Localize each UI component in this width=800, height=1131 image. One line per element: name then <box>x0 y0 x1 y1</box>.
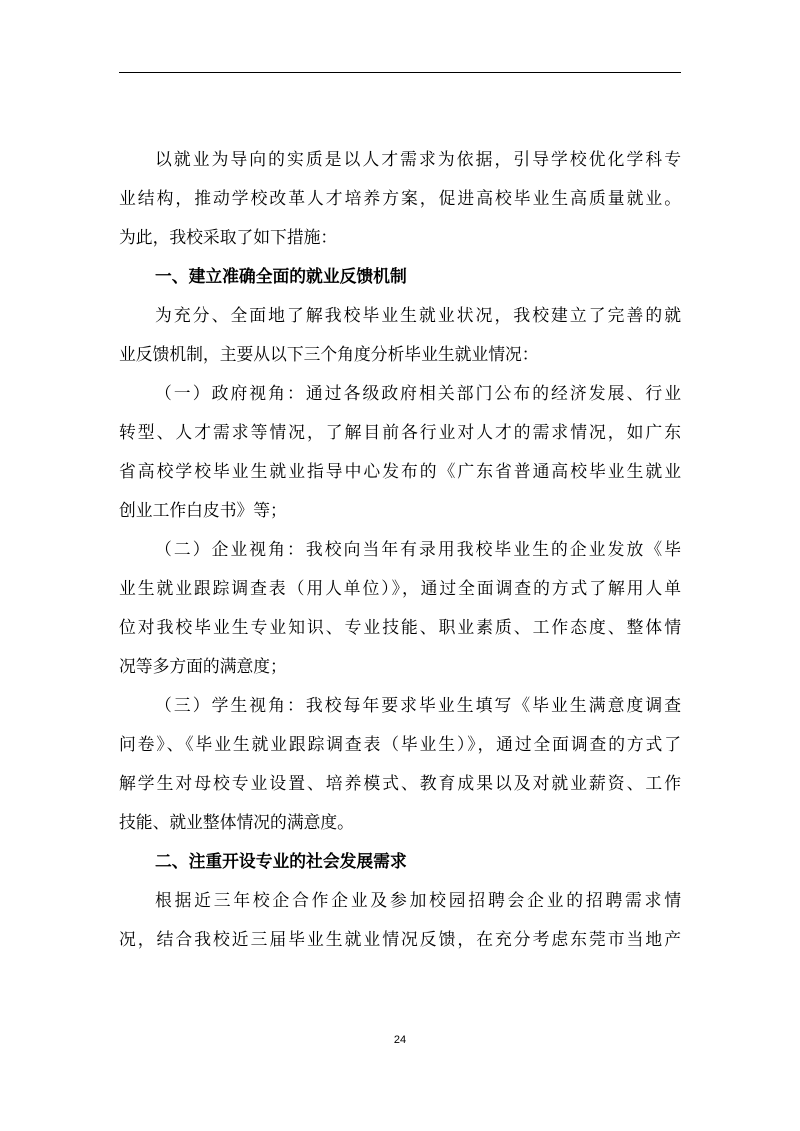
text-line: 况等多方面的满意度； <box>119 656 287 676</box>
text-line: 解学生对母校专业设置、培养模式、教育成果以及对就业薪资、工作 <box>119 773 681 793</box>
text-line: 以就业为导向的实质是以人才需求为依据，引导学校优化学科专 <box>155 149 681 169</box>
text-line: （一）政府视角：通过各级政府相关部门公布的经济发展、行业 <box>155 383 681 403</box>
text-line: 位对我校毕业生专业知识、专业技能、职业素质、工作态度、整体情 <box>119 617 681 637</box>
text-line: 省高校学校毕业生就业指导中心发布的《广东省普通高校毕业生就业 <box>119 461 681 481</box>
text-line: 为充分、全面地了解我校毕业生就业状况，我校建立了完善的就 <box>155 305 681 325</box>
text-line: 根据近三年校企合作企业及参加校园招聘会企业的招聘需求情 <box>155 890 681 910</box>
text-line: 业反馈机制，主要从以下三个角度分析毕业生就业情况： <box>119 344 539 364</box>
text-line: 为此，我校采取了如下措施： <box>119 227 338 247</box>
page-number: 24 <box>393 1034 407 1046</box>
text-line: 问卷》、《毕业生就业跟踪调查表（毕业生）》，通过全面调查的方式了 <box>119 734 681 754</box>
text-line: 技能、就业整体情况的满意度。 <box>119 812 354 832</box>
text-line: （三）学生视角：我校每年要求毕业生填写《毕业生满意度调查 <box>155 695 681 715</box>
body-text <box>119 140 681 959</box>
text-line: （二）企业视角：我校向当年有录用我校毕业生的企业发放《毕 <box>155 539 681 559</box>
section-heading: 二、注重开设专业的社会发展需求 <box>155 851 407 871</box>
header-rule <box>119 72 681 73</box>
text-line: 业结构，推动学校改革人才培养方案，促进高校毕业生高质量就业。 <box>119 188 681 208</box>
text-line: 转型、人才需求等情况，了解目前各行业对人才的需求情况，如广东 <box>119 422 681 442</box>
text-line: 创业工作白皮书》等； <box>119 500 287 520</box>
text-line: 业生就业跟踪调查表（用人单位）》，通过全面调查的方式了解用人单 <box>119 578 681 598</box>
section-heading: 一、建立准确全面的就业反馈机制 <box>155 266 407 286</box>
text-line: 况，结合我校近三届毕业生就业情况反馈，在充分考虑东莞市当地产 <box>119 929 681 949</box>
